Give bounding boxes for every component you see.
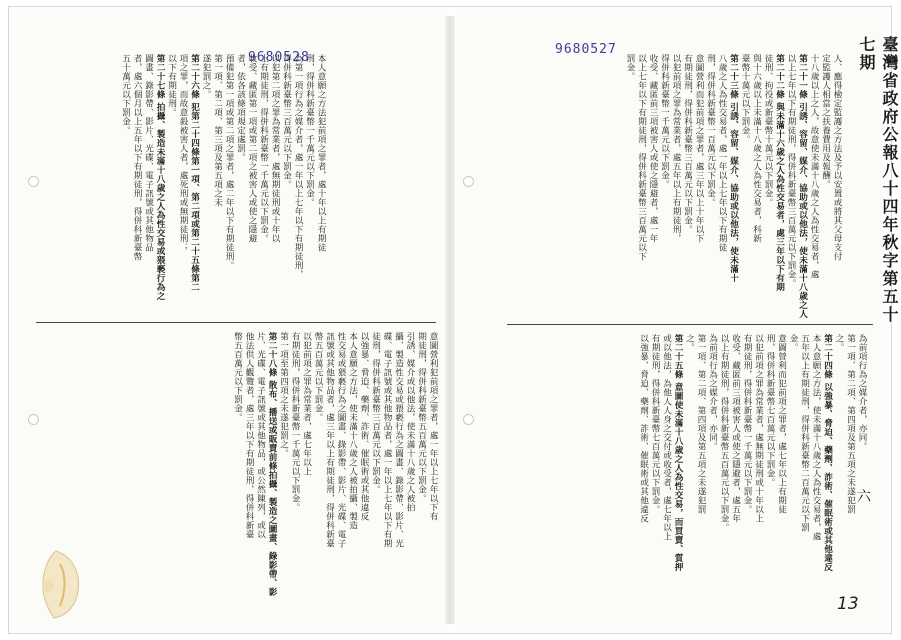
binding-hole-icon bbox=[463, 176, 474, 187]
text-column: 遂犯罰之。 bbox=[201, 54, 211, 99]
text-column: 之。 bbox=[684, 334, 695, 352]
text-column: 性交易或猥褻行為之圖畫、錄影帶、影片、光碟、電子 bbox=[336, 332, 346, 548]
text-column: 第一項、第二項、第四項及第五項之未遂犯罰 bbox=[696, 334, 706, 514]
text-column: 意圖營利而犯前項之罪者，處七年以上有期徒 bbox=[776, 334, 787, 514]
text-column: 以犯前項之罪為常業者，處七年以上 bbox=[301, 332, 312, 476]
text-column: 攝、製造性交易或猥褻行為之圖畫、錄影帶、影片、光 bbox=[393, 332, 404, 548]
text-column: 上有期徒刑，得併科新臺幣一千萬元以下罰金。 bbox=[258, 54, 269, 243]
text-column: 意圖營利而犯前項之罪者，處三年以上十年以下 bbox=[694, 54, 704, 243]
text-column: 引誘、媒介或以他法，使未滿十八歲之人被拍 bbox=[405, 332, 415, 512]
text-column: 人、應得檢定監護之方法及予以安置或將其父母支付 bbox=[832, 54, 842, 261]
text-column: 為前項行為之媒介者，亦同。 bbox=[707, 334, 718, 451]
text-column: 片、光碟、電子訊號或其他物品，或公然陳列，或以 bbox=[255, 332, 266, 539]
text-column: 八歲之人為性交易者，處一年以上七年以下有期徒 bbox=[717, 54, 727, 252]
text-column: 預備犯第一項或第二項之罪者，處二年以下有期徒刑。 bbox=[224, 54, 234, 270]
text-column: 十八歲以上之人，故意使未滿十八歲之人為性交易者，處 bbox=[809, 54, 819, 279]
text-column: 以上有期徒刑，得併科新臺幣五百萬元以下罰金。 bbox=[719, 334, 729, 532]
text-column: 以上七年以下有期徒刑，得併科新臺幣三百萬元以下罰金。 bbox=[786, 54, 796, 288]
text-column: 有期徒刑，得併科新臺幣三百萬元以下罰金。 bbox=[682, 54, 693, 234]
binding-hole-icon bbox=[28, 414, 39, 425]
text-column: 刑，得併科新臺幣一千萬元以下罰金。 bbox=[304, 54, 315, 207]
archive-logo-icon bbox=[26, 546, 96, 621]
text-column: 為前項行為之媒介者，亦同。 bbox=[857, 334, 867, 451]
text-column: 為第一項行為之媒介者，處一年以上七年以下有期徒刑， bbox=[293, 54, 303, 279]
handwritten-page-number: 13 bbox=[837, 594, 859, 614]
text-column: 本人意願之方法，使未滿十八歲之人為性交易者，處 bbox=[811, 334, 821, 541]
text-column: 徒刑，得併科新臺幣三百萬元以下罰金。 bbox=[370, 332, 381, 494]
text-column: 五年以上有期徒刑，得併科新臺幣二百萬元以下罰 bbox=[799, 334, 810, 532]
text-column: 第一項、第二項、第三項及第五項之未 bbox=[212, 54, 223, 207]
binding-hole-icon bbox=[28, 176, 39, 187]
archive-stamp-right: 9680527 bbox=[555, 42, 617, 57]
text-column: 與十六歲以上未滿十八歲之人為性交易者，科新 bbox=[751, 54, 762, 243]
text-column: 第一項、第二項、第四項及第五項之未遂犯罰 bbox=[845, 334, 856, 514]
text-column: 幣五百萬元以下罰金。 bbox=[232, 332, 243, 422]
text-column: 有期徒刑，得併科新臺幣七百萬元以下罰金。 bbox=[650, 334, 660, 514]
text-column: 得併科新臺幣一千萬元以下罰金。 bbox=[659, 54, 670, 189]
left-bottom-text-block bbox=[138, 332, 438, 612]
text-column: 他法供人觀覽者，處三年以下有期徒刑，得併科新臺 bbox=[244, 332, 254, 539]
text-column: 者，依各該條項規定處罰。 bbox=[235, 54, 246, 162]
text-column: 以強暴、脅迫、藥劑、詐術、催眠術或其他違反 bbox=[638, 334, 649, 523]
text-column: 得併科新臺幣三百萬元以下罰金。 bbox=[281, 54, 292, 189]
archive-stamp-left: 9680528 bbox=[248, 50, 310, 65]
text-column: 碟、電子訊號或其他物品者，處一年以上七年以下有期 bbox=[382, 332, 392, 548]
text-column: 以上七年以下有期徒刑，得併科新臺幣三百萬元以下 bbox=[636, 54, 647, 261]
binding-hole-icon bbox=[463, 414, 474, 425]
text-column: 期徒刑，得併科新臺幣五百萬元以下罰金。 bbox=[416, 332, 427, 503]
text-column: 罰金。 bbox=[625, 54, 635, 81]
text-column: 五十萬元以下罰金。 bbox=[120, 54, 131, 135]
text-column: 第二十四條 以強暴、脅迫、藥劑、詐術、催眠術或其他違反 bbox=[822, 334, 833, 572]
text-column: 金。 bbox=[788, 334, 798, 352]
page-number: 六 bbox=[857, 489, 871, 505]
text-column: 收受、藏匿第一項或第二項之被害人或使之隱避 bbox=[247, 54, 257, 243]
text-column: 本人意願之方法犯前項之罪者，處十年以上有期徒 bbox=[316, 54, 326, 252]
text-column: 圖畫、錄影帶、影片、光碟、電子訊號或其他物品 bbox=[143, 54, 154, 252]
text-column: 有期徒刑，得併科新臺幣一千萬元以下罰金。 bbox=[290, 332, 300, 512]
text-column: 項之罪，而故意殺被害人者，處死刑或無期徒刑； bbox=[178, 54, 188, 252]
left-top-text-block bbox=[120, 54, 326, 312]
text-column: 以犯第二項之罪為常業者，處無期徒刑或十年以 bbox=[270, 54, 280, 243]
gazette-title: 臺灣省政府公報八十四年秋字第五十七期 bbox=[857, 36, 899, 324]
text-column: 第二十一條 引誘、容留、媒介、協助或以他法，使未滿十八歲之人 bbox=[797, 54, 808, 319]
text-column: 第二十八條 散布、播送或販賣前條拍攝、製造之圖畫、錄影帶、影 bbox=[267, 332, 277, 597]
text-column: 第二十三條 引誘、容留、媒介、協助或以他法，使未滿十 bbox=[728, 54, 739, 283]
text-column: 徒刑、拘役或新臺幣十萬元以下罰金。 bbox=[763, 54, 773, 207]
text-column: 以犯前項之罪為常業者，處五年以上有期徒刑， bbox=[671, 54, 681, 243]
text-column: 第一項至第四項之未遂犯罰之。 bbox=[278, 332, 289, 458]
text-column: 收受、藏匿前三項被害人或使之隱避者，處五年 bbox=[730, 334, 741, 523]
text-column: 以強暴、脅迫、藥劑、詐術、催眠術或其他違反 bbox=[359, 332, 369, 521]
text-column: 定監護人相當之扶養費用及報酬。 bbox=[820, 54, 831, 189]
text-column: 本人意願之方法，使未滿十八歲之人被拍攝、製造 bbox=[347, 332, 358, 530]
text-column: 以下有期徒刑。 bbox=[166, 54, 177, 117]
text-column: 第二十五條 意圖使未滿十八歲之人為性交易，而買賣、質押 bbox=[673, 334, 683, 572]
text-column: 刑，得併科新臺幣一百萬元以下罰金。 bbox=[705, 54, 716, 207]
text-column: 有期徒刑，得併科新臺幣一千萬元以下罰金。 bbox=[742, 334, 752, 514]
text-column: 意圖營利犯前項之罪者，處一年以上七年以下有 bbox=[428, 332, 438, 521]
text-column: 第二十六條 犯第二十四條第一項、第二項或第二十五條第二 bbox=[189, 54, 200, 292]
right-bottom-text-block bbox=[587, 334, 867, 604]
text-column: 收受、藏匿前三項被害人或使之隱避者，處一年 bbox=[648, 54, 658, 243]
section-divider bbox=[36, 322, 436, 323]
text-column: 或以他法，為他人人身之交付或收受者，處七年以上 bbox=[661, 334, 672, 541]
text-column: 之。 bbox=[834, 334, 844, 352]
text-column: 第二十七條 拍攝、製造未滿十八歲之人為性交易或猥褻行為之 bbox=[155, 54, 165, 301]
right-top-text-block bbox=[517, 54, 842, 320]
text-column: 以犯前項之罪為常業者，處無期徒刑或十年以上 bbox=[753, 334, 764, 523]
section-divider bbox=[507, 324, 873, 325]
document-spread bbox=[8, 6, 899, 634]
text-column: 者，處六個月以上五年以下有期徒刑，得併科新臺幣 bbox=[132, 54, 142, 261]
book-gutter bbox=[445, 16, 455, 624]
text-column: 第二十二條 與未滿十六歲之人為性交易者，處三年以下有期 bbox=[774, 54, 785, 292]
text-column: 刑，得併科新臺幣七百萬元以下罰金。 bbox=[765, 334, 775, 487]
left-page bbox=[18, 14, 443, 626]
text-column: 訊號或其他物品者，處三年以上有期徒刑，得併科新臺 bbox=[324, 332, 335, 548]
text-column: 臺幣十萬元以下罰金。 bbox=[740, 54, 750, 144]
right-page bbox=[457, 14, 899, 626]
text-column: 幣五百萬元以下罰金。 bbox=[313, 332, 323, 422]
